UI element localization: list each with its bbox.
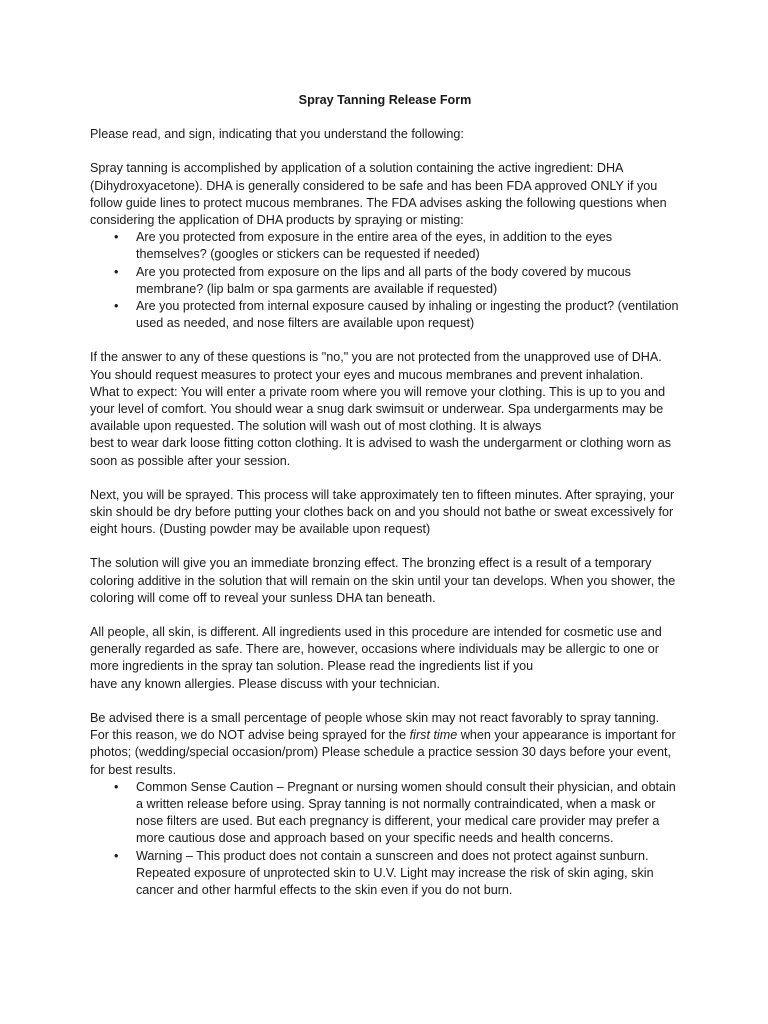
document-title: Spray Tanning Release Form [298, 93, 472, 107]
list-item-text: Are you protected from exposure in the entire area of the eyes, in addition to the eyes themselves? (googles or stickers can be requested if needed) [136, 230, 613, 262]
cautions-list [90, 779, 680, 899]
fda-questions-list [90, 229, 680, 332]
bullet-icon: • [114, 230, 119, 245]
advisory-emphasis: first time [409, 728, 458, 743]
advisory-text-end: when your appearance is important for photos; (wedding/special occasion/prom) Please schedule a practice session 30 days before your event, for best results. [90, 728, 676, 777]
list-item [90, 264, 680, 298]
spraying-paragraph: Next, you will be sprayed. This process will take approximately ten to fifteen minutes. After spraying, your skin should be dry before putting your clothes back on and you should not bathe or sweat excessively for eight hours. (Dusting powder may be available upon request) [90, 487, 675, 537]
bullet-icon: • [114, 264, 119, 279]
clothing-paragraph: best to wear dark loose fitting cotton clothing. It is advised to wash the undergarment or clothing worn as soon as possible after your session. [90, 436, 672, 468]
bullet-icon: • [114, 848, 119, 863]
list-item [90, 229, 680, 263]
list-item [90, 848, 680, 900]
list-item [90, 298, 680, 332]
bullet-icon: • [114, 779, 119, 794]
dha-paragraph: Spray tanning is accomplished by application of a solution containing the active ingredient: DHA (Dihydroxyacetone). DHA is generally considered to be safe and has been FDA approved ONLY if you follow guide lines to protect mucous membranes. The FDA advises asking the following questions when considering the application of DHA products by spraying or misting: [90, 161, 667, 228]
what-to-expect-section [90, 349, 680, 469]
allergy-discuss-paragraph: have any known allergies. Please discuss with your technician. [90, 676, 441, 691]
list-item-text: Common Sense Caution – Pregnant or nursing women should consult their physician, and obtain a written release before using. Spray tanning is not normally contraindicated, when a mask or nose filters are used. But each pregnancy is different, your medical care provider may prefer a more cautious dose and approach based on your specific needs and health concerns. [136, 779, 676, 846]
what-to-expect-paragraph: What to expect: You will enter a private room where you will remove your clothing. This is up to you and your level of comfort. You should wear a snug dark swimsuit or underwear. Spa undergarments may be available upon requested. The solution will wash out of most clothing. It is always [90, 384, 666, 434]
allergy-paragraph: All people, all skin, is different. All ingredients used in this procedure are intended for cosmetic use and generally regarded as safe. There are, however, occasions where individuals may be allergic to one or more ingredients in the spray tan solution. Please read the ingredients list if you [90, 625, 662, 674]
allergy-section [90, 624, 680, 693]
list-item [90, 779, 680, 848]
list-item-text: Are you protected from exposure on the lips and all parts of the body covered by mucous membrane? (lip balm or spa garments are available if requested) [136, 264, 631, 296]
list-item-text: Warning – This product does not contain a sunscreen and does not protect against sunburn. Repeated exposure of unprotected skin to U.V. Light may increase the risk of skin aging, skin cancer and other harmful effects to the skin even if you do not burn. [136, 848, 654, 897]
list-item-text: Are you protected from internal exposure caused by inhaling or ingesting the product? (ventilation used as needed, and nose filters are available upon request) [136, 299, 679, 331]
advisory-paragraph [90, 710, 680, 779]
bullet-icon: • [114, 299, 119, 314]
document-page [90, 92, 680, 899]
intro-paragraph: Please read, and sign, indicating that you understand the following: [90, 127, 464, 142]
answer-no-paragraph: If the answer to any of these questions is "no," you are not protected from the unapproved use of DHA. You should request measures to protect your eyes and mucous membranes and prevent inhalation. [90, 350, 662, 382]
advisory-text-start: Be advised there is a small percentage of people whose skin may not react favorably to spray tanning. For this reason, we do NOT advise being sprayed for the [90, 710, 660, 743]
bronzing-paragraph: The solution will give you an immediate bronzing effect. The bronzing effect is a result of a temporary coloring additive in the solution that will remain on the skin until your tan develops. When you shower, the coloring will come off to reveal your sunless DHA tan beneath. [90, 556, 676, 605]
